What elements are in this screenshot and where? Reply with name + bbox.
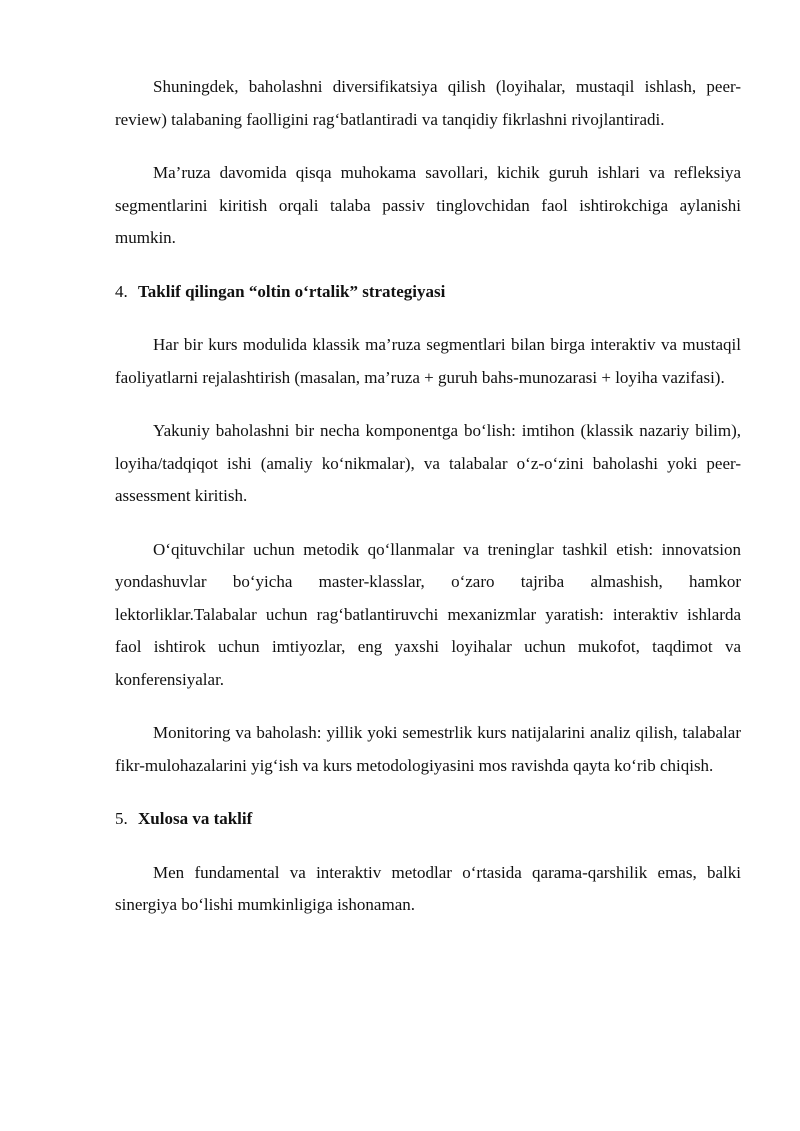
paragraph-final-assessment: Yakuniy baholashni bir necha komponentga bo‘lish: imtihon (klassik nazariy bilim), loyiha/tadqiqot ishi (amaliy ko‘nikmalar), va talabalar o‘z-o‘zini baholashi yoki peer-assessment kiritish. [115,421,741,505]
paragraph-assessment-diversification: Shuningdek, baholashni diversifikatsiya qilish (loyihalar, mustaqil ishlash, peer-review) talabaning faolligini rag‘batlantiradi va tanqidiy fikrlashni rivojlantiradi. [115,77,741,129]
paragraph-lecture-interaction: Ma’ruza davomida qisqa muhokama savollari, kichik guruh ishlari va refleksiya segmentlarini kiritish orqali talaba passiv tinglovchidan faol ishtirokchiga aylanishi mumkin. [115,163,741,247]
section-heading-4 [115,276,741,309]
paragraph-monitoring: Monitoring va baholash: yillik yoki semestrlik kurs natijalarini analiz qilish, talabalar fikr-mulohazalarini yig‘ish va kurs metodologiyasini mos ravishda qayta ko‘rib chiqish. [115,723,741,775]
paragraph-module-planning: Har bir kurs modulida klassik ma’ruza segmentlari bilan birga interaktiv va mustaqil faoliyatlarni rejalashtirish (masalan, ma’ruza + guruh bahs-munozarasi + loyiha vazifasi). [115,335,741,387]
section-number: 4. [115,281,128,301]
section-title: Xulosa va taklif [138,809,253,828]
paragraph-teacher-training: O‘qituvchilar uchun metodik qo‘llanmalar va treninglar tashkil etish: innovatsion yondashuvlar bo‘yicha master-klasslar, o‘zaro tajriba almashish, hamkor lektorliklar.Talabalar uchun rag‘batlantiruvchi mexanizmlar yaratish: interaktiv ishlarda faol ishtirok uchun imtiyozlar, eng yaxshi loyihalar uchun mukofot, taqdimot va konferensiyalar. [115,539,741,689]
section-number: 5. [115,809,128,828]
section-heading-5 [115,803,741,836]
section-title: Taklif qilingan “oltin o‘rtalik” strategiyasi [138,281,446,301]
paragraph-conclusion: Men fundamental va interaktiv metodlar o‘rtasida qarama-qarshilik emas, balki sinergiya bo‘lishi mumkinligiga ishonaman. [115,862,741,914]
